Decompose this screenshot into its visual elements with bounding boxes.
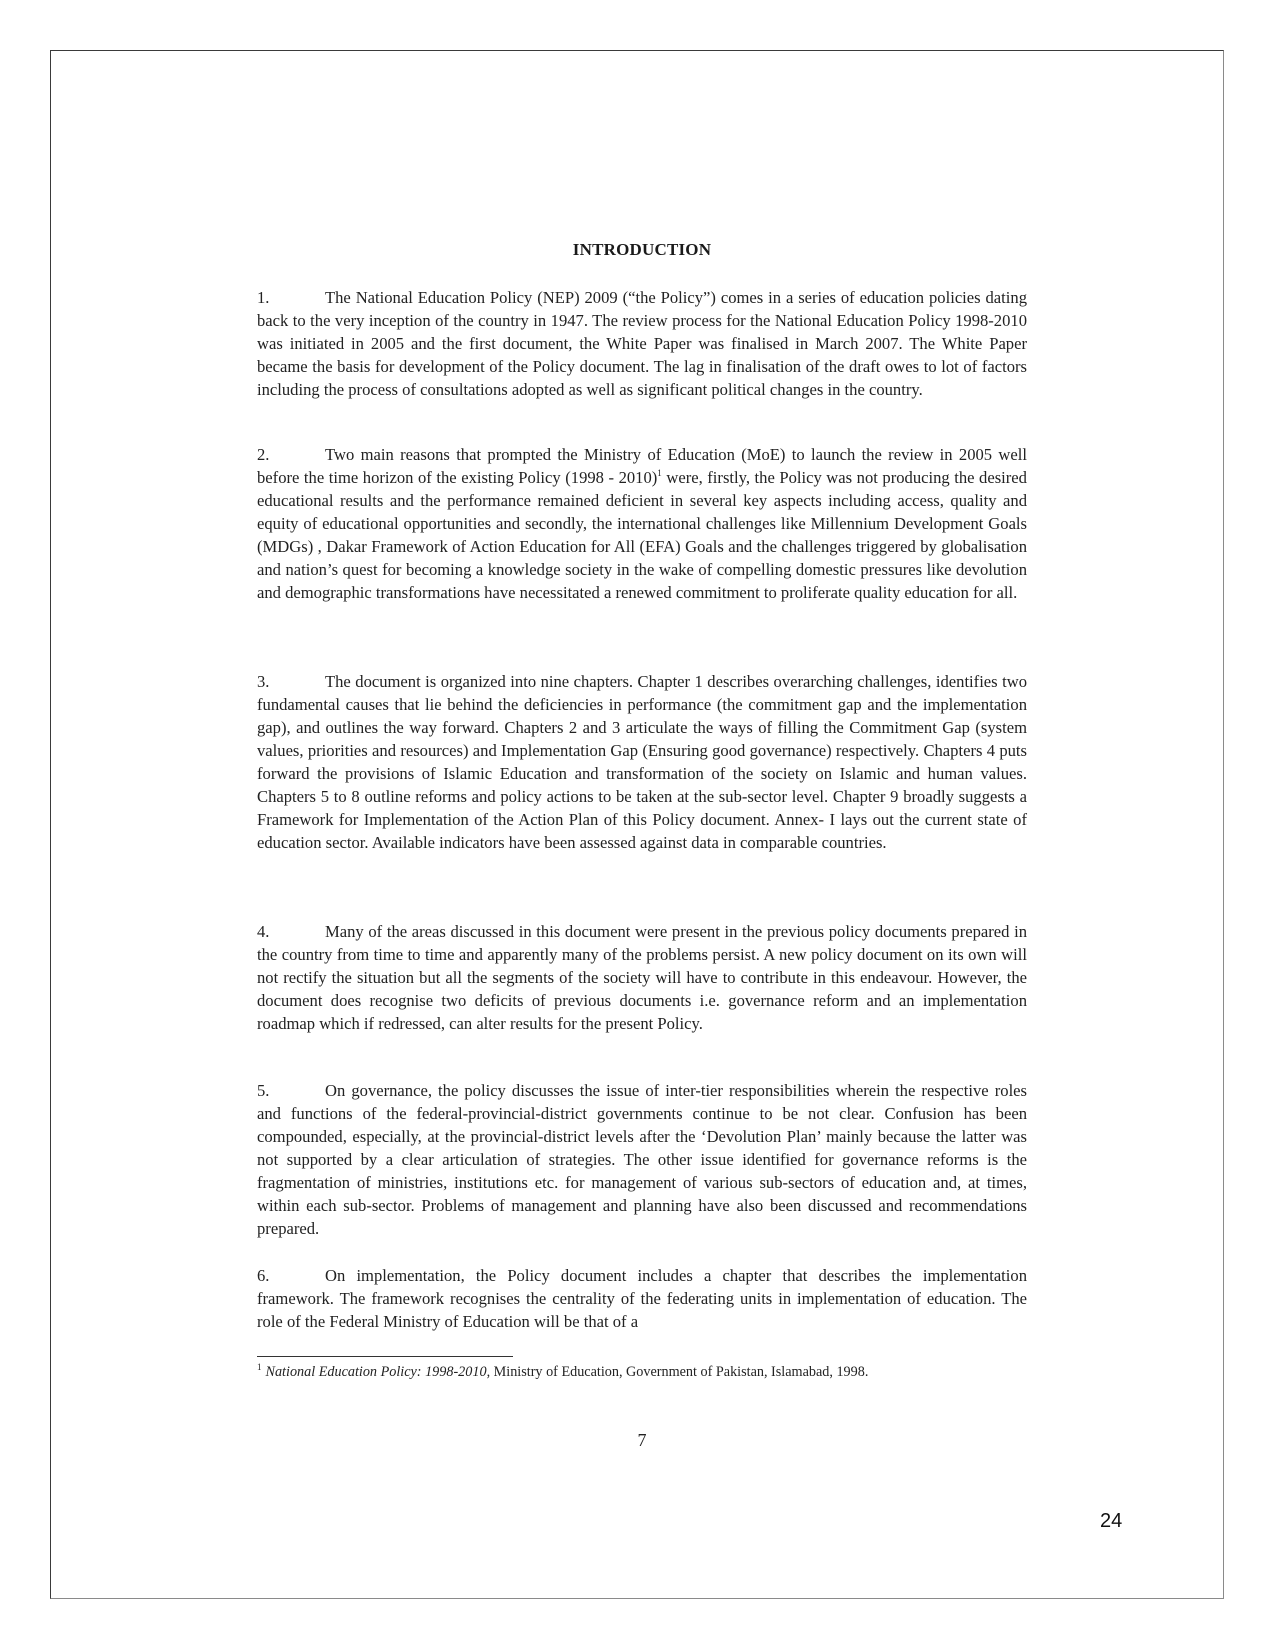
paragraph-text: Two main reasons that prompted the Ministry of Education (MoE) to launch the review in 2005 well before the time horizon of the existing Policy (1998 - 2010) (257, 445, 1027, 487)
paragraph-number: 2. (257, 445, 270, 464)
paragraph-6 (257, 1264, 1027, 1333)
footnote-title: National Education Policy: 1998-2010 (265, 1364, 487, 1380)
paragraph-number: 6. (257, 1266, 270, 1285)
paragraph-number: 3. (257, 672, 270, 691)
paragraph-text: On implementation, the Policy document includes a chapter that describes the implementation framework. The framework recognises the centrality of the federating units in implementation of education. The role of the Federal Ministry of Education will be that of a (257, 1266, 1027, 1331)
footnote (257, 1362, 1037, 1382)
paragraph-number: 1. (257, 288, 270, 307)
footnote-text: , Ministry of Education, Government of Pakistan, Islamabad, 1998. (486, 1364, 869, 1380)
paragraph-1 (257, 286, 1027, 401)
paragraph-number: 4. (257, 922, 270, 941)
footnote-marker: 1 (257, 1362, 262, 1372)
page-number: 24 (1100, 1510, 1123, 1532)
footnote-separator (257, 1356, 513, 1357)
footnote-reference[interactable]: 1 (657, 468, 662, 478)
paragraph-number: 5. (257, 1081, 270, 1100)
paragraph-text: The document is organized into nine chapters. Chapter 1 describes overarching challenges, identifies two fundamental causes that lie behind the deficiencies in performance (the commitment gap and the implementation gap), and outlines the way forward. Chapters 2 and 3 articulate the ways of filling the Commitment Gap (system values, priorities and resources) and Implementation Gap (Ensuring good governance) respectively. Chapters 4 puts forward the provisions of Islamic Education and transformation of the society on Islamic and human values. Chapters 5 to 8 outline reforms and policy actions to be taken at the sub-sector level. Chapter 9 broadly suggests a Framework for Implementation of the Action Plan of this Policy document. Annex- I lays out the current state of education sector. Available indicators have been assessed against data in comparable countries. (257, 672, 1027, 852)
paragraph-text: On governance, the policy discusses the issue of inter-tier responsibilities wherein the respective roles and functions of the federal-provincial-district governments continue to be not clear. Confusion has been compounded, especially, at the provincial-district levels after the ‘Devolution Plan’ mainly because the latter was not supported by a clear articulation of strategies. The other issue identified for governance reforms is the fragmentation of ministries, institutions etc. for management of various sub-sectors of education and, at times, within each sub-sector. Problems of management and planning have also been discussed and recommendations prepared. (257, 1081, 1027, 1238)
paragraph-2 (257, 443, 1027, 604)
section-heading: INTRODUCTION (572, 240, 712, 259)
scanned-page-number: 7 (637, 1430, 647, 1450)
paragraph-3 (257, 670, 1027, 854)
paragraph-text: The National Education Policy (NEP) 2009 (“the Policy”) comes in a series of education policies dating back to the very inception of the country in 1947. The review process for the National Education Policy 1998-2010 was initiated in 2005 and the first document, the White Paper was finalised in March 2007. The White Paper became the basis for development of the Policy document. The lag in finalisation of the draft owes to lot of factors including the process of consultations adopted as well as significant political changes in the country. (257, 288, 1027, 399)
paragraph-4 (257, 920, 1027, 1035)
paragraph-text: Many of the areas discussed in this document were present in the previous policy documents prepared in the country from time to time and apparently many of the problems persist. A new policy document on its own will not rectify the situation but all the segments of the society will have to contribute in this endeavour. However, the document does recognise two deficits of previous documents i.e. governance reform and an implementation roadmap which if redressed, can alter results for the present Policy. (257, 922, 1027, 1033)
paragraph-5 (257, 1079, 1027, 1240)
paragraph-text-continued: were, firstly, the Policy was not producing the desired educational results and the performance remained deficient in several key aspects including access, quality and equity of educational opportunities and secondly, the international challenges like Millennium Development Goals (MDGs) , Dakar Framework of Action Education for All (EFA) Goals and the challenges triggered by globalisation and nation’s quest for becoming a knowledge society in the wake of compelling domestic pressures like devolution and demographic transformations have necessitated a renewed commitment to proliferate quality education for all. (257, 468, 1027, 602)
